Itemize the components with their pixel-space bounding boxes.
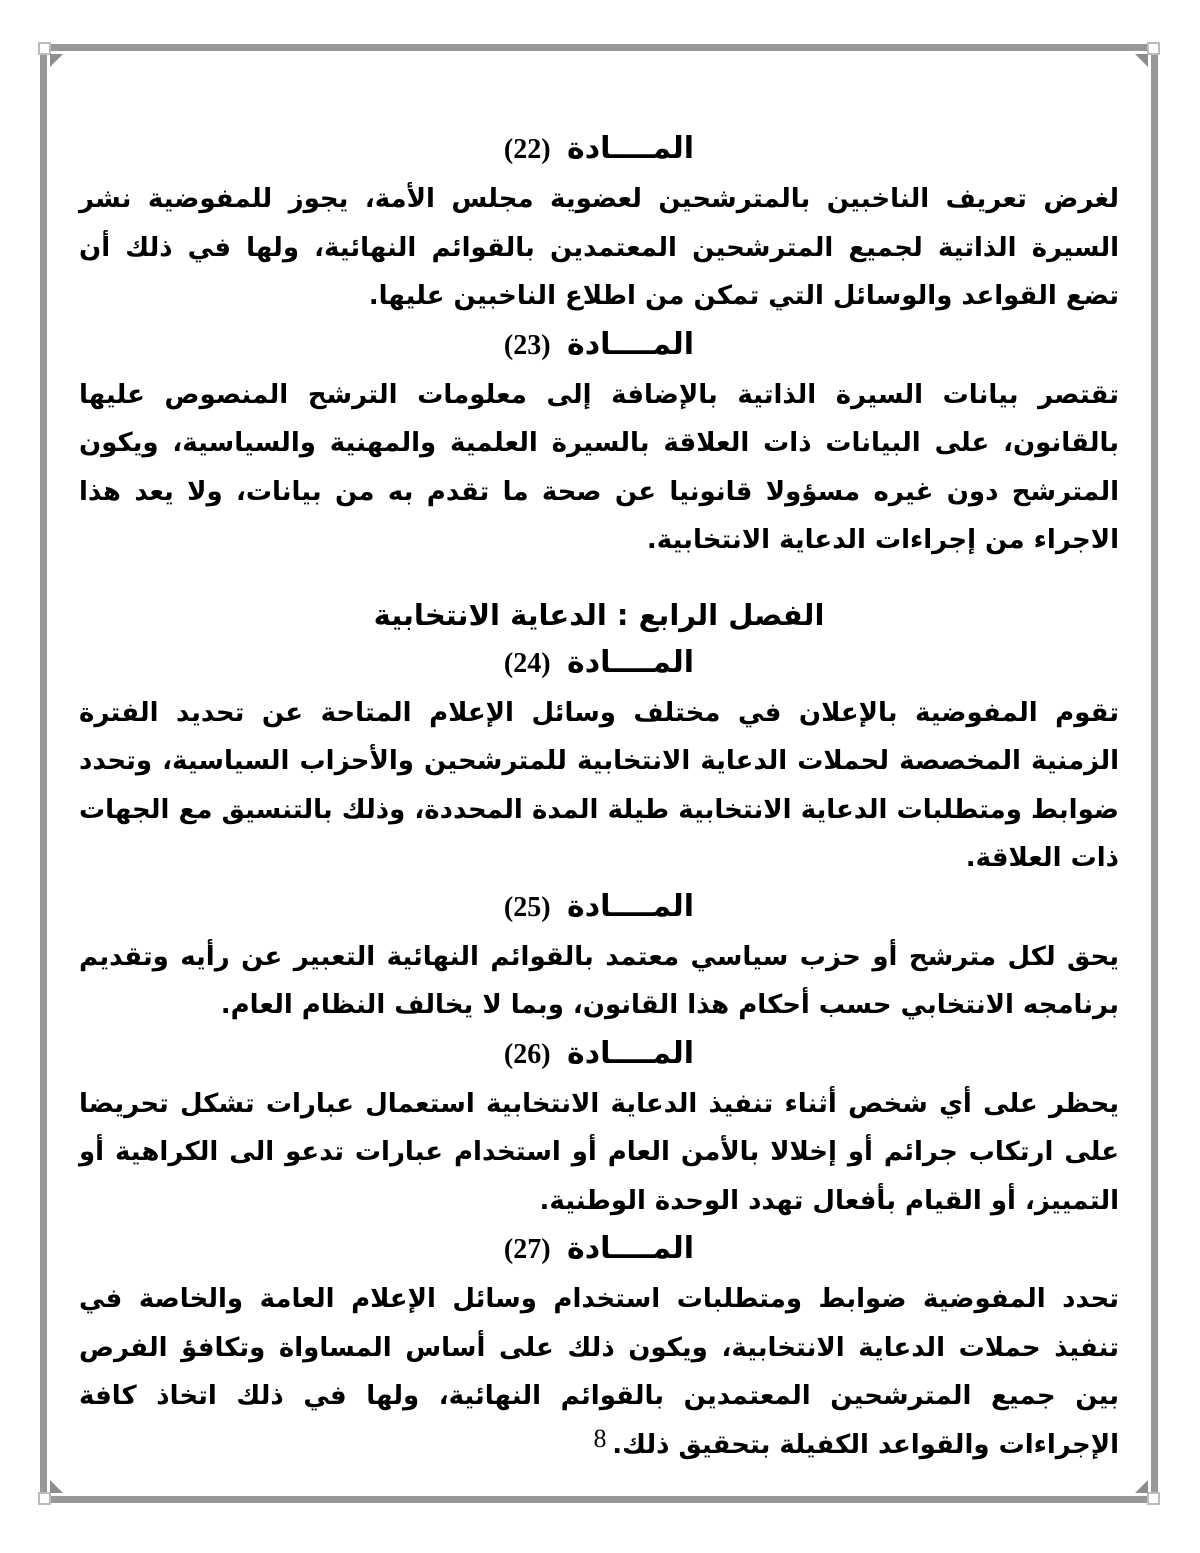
- article-27-body: تحدد المفوضية ضوابط ومتطلبات استخدام وسائل الإعلام العامة والخاصة في تنفيذ حملات الدعاية الانتخابية، ويكون ذلك على أساس المساواة وتكافؤ الفرص بين جميع المترشحين المعتمدين بالقوائم النهائية، ولها في ذلك اتخاذ كافة الإجراءات والقواعد الكفيلة بتحقيق ذلك.: [79, 1284, 1119, 1460]
- article-26-heading-word: المــــادة: [567, 1035, 695, 1071]
- article-24-heading: [79, 641, 1119, 685]
- article-24-body: تقوم المفوضية بالإعلان في مختلف وسائل الإعلام المتاحة عن تحديد الفترة الزمنية المخصصة لحملات الدعاية الانتخابية للمترشحين والأحزاب السياسية، وتحدد ضوابط ومتطلبات الدعاية الانتخابية طيلة المدة المحددة، وذلك بالتنسيق مع الجهات ذات العلاقة.: [79, 697, 1119, 873]
- article-25-body: يحق لكل مترشح أو حزب سياسي معتمد بالقوائم النهائية التعبير عن رأيه وتقديم برنامجه الانتخابي حسب أحكام هذا القانون، وبما لا يخالف النظام العام.: [79, 941, 1119, 1020]
- border-corner-square-bottom-left: [38, 1492, 51, 1505]
- article-25-heading-number: (25): [503, 891, 551, 923]
- chapter-4-heading: الفصل الرابع : الدعاية الانتخابية: [373, 597, 825, 632]
- article-25-heading: [79, 885, 1119, 929]
- border-corner-square-top-right: [1147, 42, 1160, 55]
- article-23-body: تقتصر بيانات السيرة الذاتية بالإضافة إلى معلومات الترشح المنصوص عليها بالقانون، على البيانات ذات العلاقة بالسيرة العلمية والمهنية والسياسية، ويكون المترشح دون غيره مسؤولا قانونيا عن صحة ما تقدم به من بيانات، ولا يعد هذا الاجراء من إجراءات الدعاية الانتخابية.: [79, 379, 1119, 555]
- article-24-heading-number: (24): [503, 647, 551, 679]
- article-22-body: لغرض تعريف الناخبين بالمترشحين لعضوية مجلس الأمة، يجوز للمفوضية نشر السيرة الذاتية لجميع المترشحين المعتمدين بالقوائم النهائية، ولها في ذلك أن تضع القواعد والوسائل التي تمكن من اطلاع الناخبين عليها.: [79, 184, 1119, 311]
- article-27-heading-number: (27): [503, 1234, 551, 1265]
- border-corner-triangle-bottom-left: [50, 1480, 63, 1493]
- article-26-body: يحظر على أي شخص أثناء تنفيذ الدعاية الانتخابية استعمال عبارات تشكل تحريضا على ارتكاب جرائم أو إخلالا بالأمن العام أو استخدام عبارات تدعو الى الكراهية أو التمييز، أو القيام بأفعال تهدد الوحدة الوطنية.: [79, 1088, 1119, 1216]
- border-corner-triangle-top-left: [50, 54, 63, 67]
- document-content: [79, 0, 1119, 1469]
- border-corner-triangle-top-right: [1135, 54, 1148, 67]
- border-corner-triangle-bottom-right: [1135, 1480, 1148, 1493]
- article-27-heading: [79, 1227, 1119, 1271]
- article-22-heading: [79, 127, 1119, 171]
- article-25-heading-word: المــــادة: [567, 888, 695, 924]
- article-23-heading: [79, 323, 1119, 367]
- article-24-heading-word: المــــادة: [567, 644, 695, 680]
- article-27-heading-word: المــــادة: [567, 1231, 695, 1266]
- article-26-heading: [79, 1032, 1119, 1076]
- article-23-heading-word: المــــادة: [567, 326, 695, 362]
- article-26-heading-number: (26): [503, 1038, 551, 1070]
- article-22-heading-number: (22): [503, 134, 551, 165]
- article-23-heading-number: (23): [503, 329, 551, 361]
- border-corner-square-bottom-right: [1147, 1492, 1160, 1505]
- article-22-heading-word: المــــادة: [567, 131, 695, 166]
- page-number: 8: [593, 1424, 607, 1453]
